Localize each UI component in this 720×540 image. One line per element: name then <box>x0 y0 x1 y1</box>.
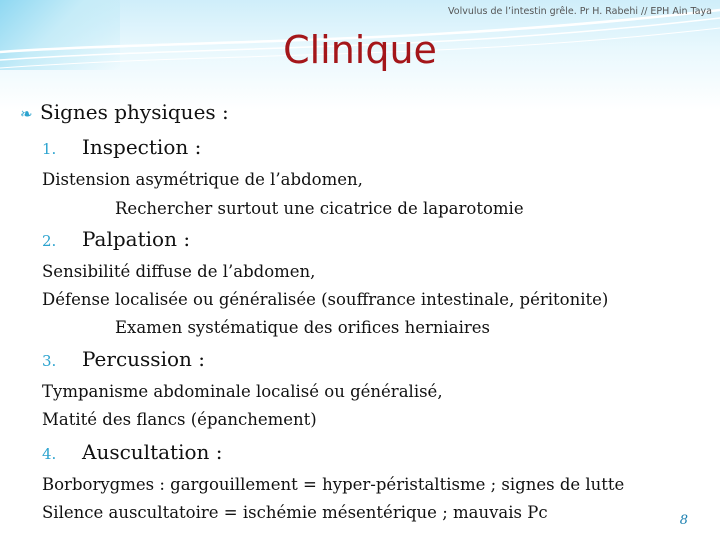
header-note: Volvulus de l’intestin grêle. Pr H. Rabehi // EPH Ain Taya <box>448 6 712 17</box>
section-number: 4. <box>42 445 57 463</box>
body-line: Défense localisée ou généralisée (souffrance intestinale, péritonite) <box>42 290 609 309</box>
body-line: Distension asymétrique de l’abdomen, <box>42 170 363 189</box>
body-line: Matité des flancs (épanchement) <box>42 410 317 429</box>
section-palpation <box>42 227 190 251</box>
section-inspection <box>42 135 201 159</box>
body-line: Sensibilité diffuse de l’abdomen, <box>42 262 316 281</box>
body-line: Borborygmes : gargouillement = hyper-péristaltisme ; signes de lutte <box>42 475 625 494</box>
body-line: Examen systématique des orifices herniaires <box>115 318 490 337</box>
body-line: Rechercher surtout une cicatrice de laparotomie <box>115 199 524 218</box>
section-heading: Inspection : <box>82 135 202 159</box>
signes-label: Signes physiques : <box>40 100 229 124</box>
section-percussion <box>42 347 205 371</box>
bullet-icon: ❧ <box>20 105 33 123</box>
section-heading: Palpation : <box>82 227 191 251</box>
body-line: Tympanisme abdominale localisé ou généralisé, <box>42 382 443 401</box>
section-number: 1. <box>42 140 57 158</box>
section-heading: Percussion : <box>82 347 205 371</box>
section-heading: Auscultation : <box>82 440 223 464</box>
section-auscultation <box>42 440 222 464</box>
section-number: 2. <box>42 232 57 250</box>
section-number: 3. <box>42 352 57 370</box>
body-line: Silence auscultatoire = ischémie mésentérique ; mauvais Pc <box>42 503 548 522</box>
slide-title: Clinique <box>283 28 437 72</box>
page-number: 8 <box>679 513 688 528</box>
signes-heading <box>20 100 229 124</box>
